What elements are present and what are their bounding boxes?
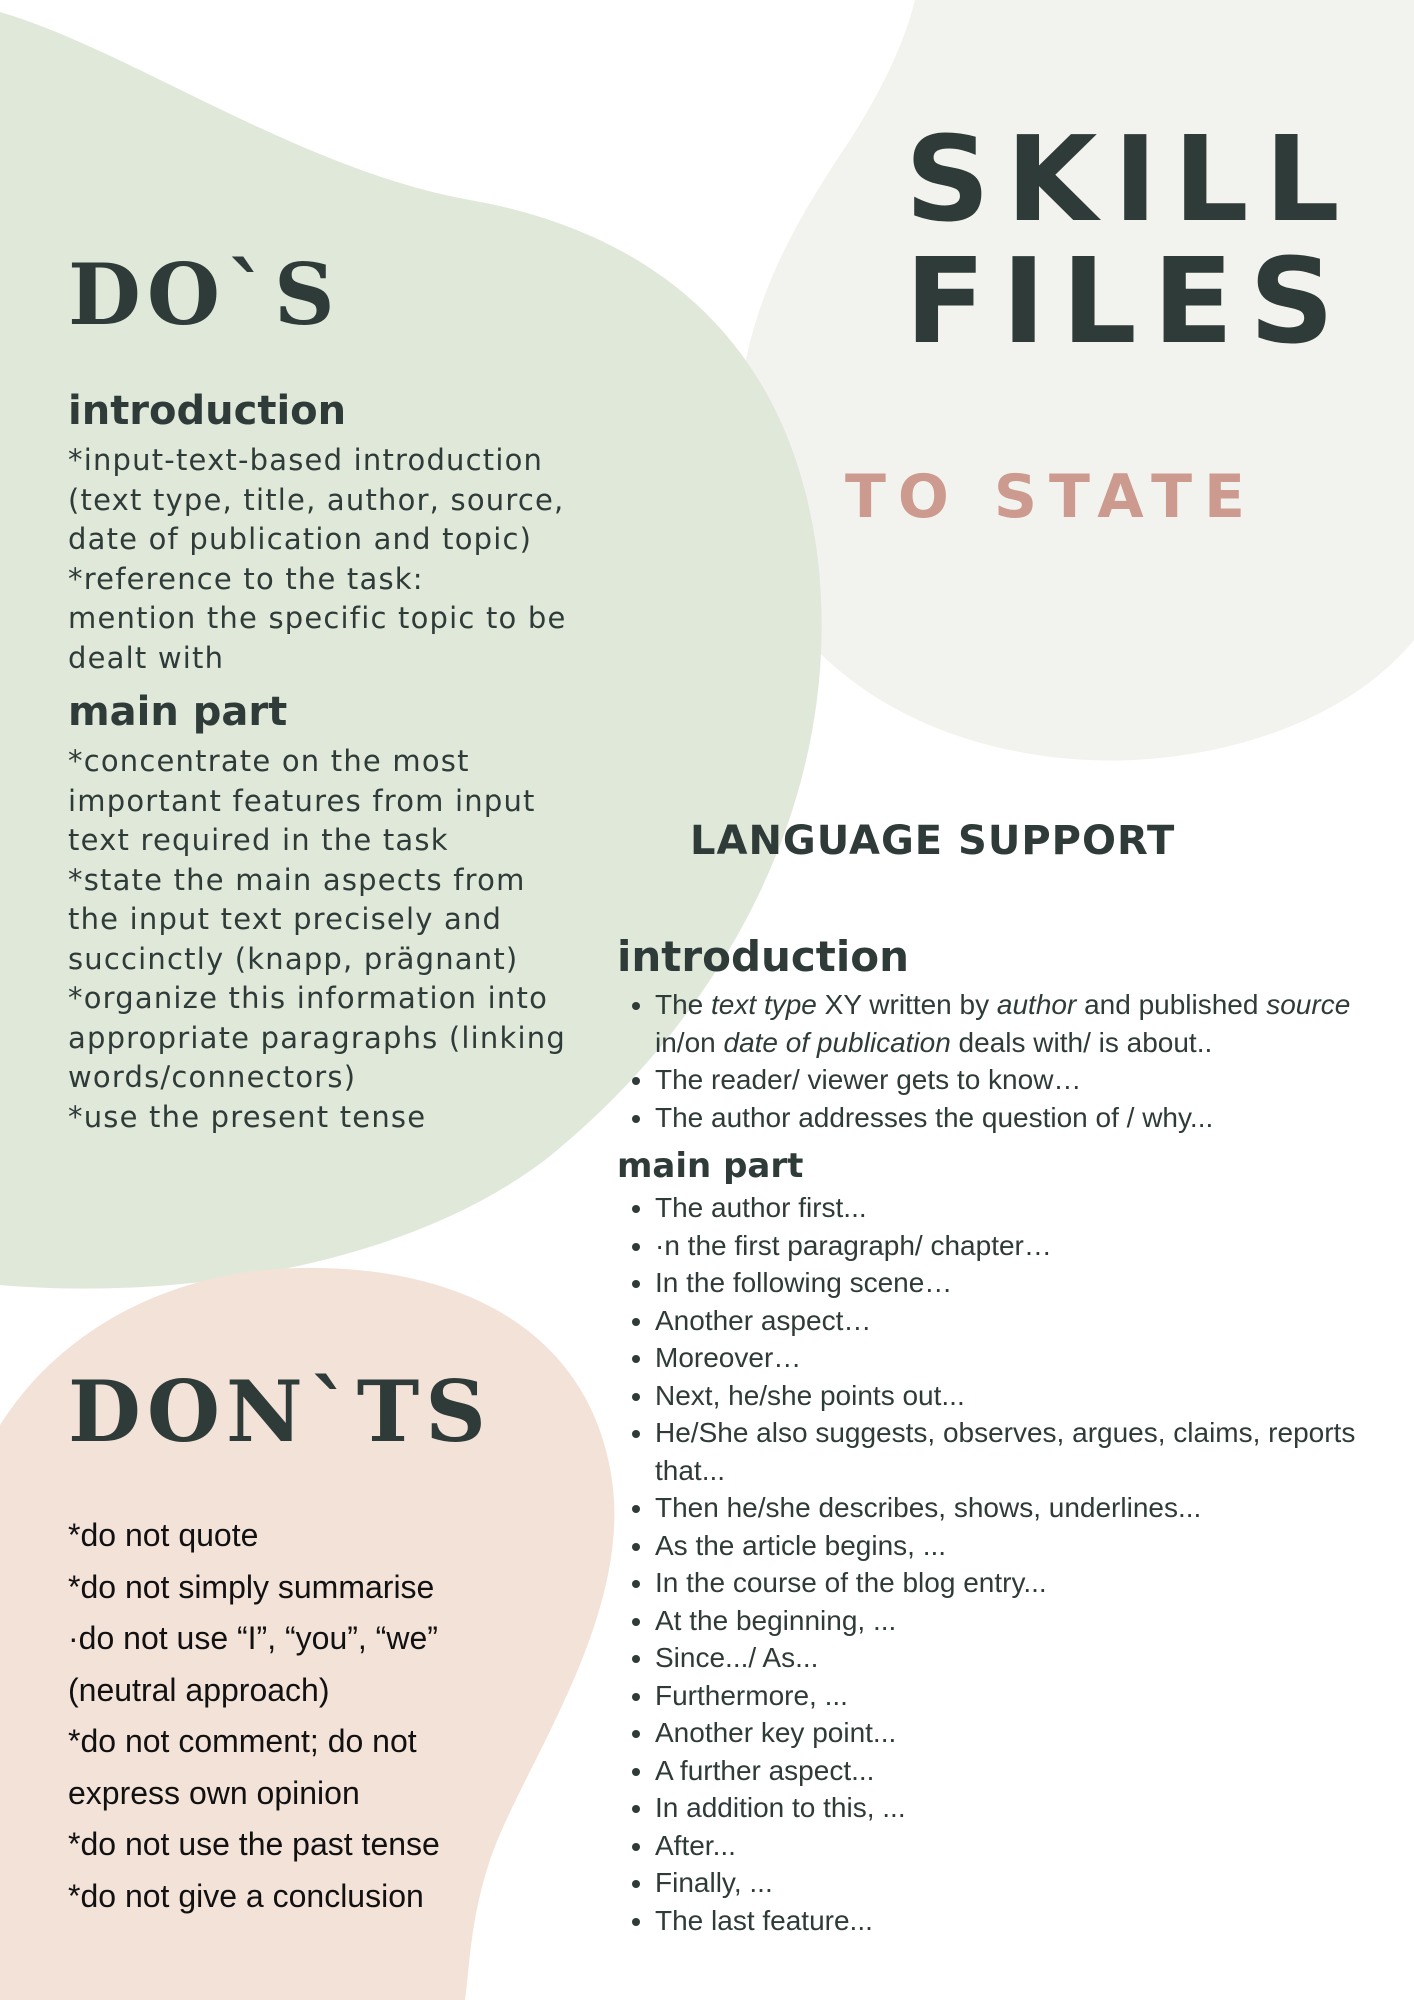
donts-item: *do not simply summarise (68, 1568, 435, 1605)
language-support-introduction-list (617, 986, 1414, 1136)
language-support-main-part-heading: main part (617, 1146, 804, 1186)
donts-heading: DON`TS (68, 1362, 492, 1461)
dos-introduction-text: *input-text-based introduction (text type, title, author, source, date of publication and topic) *reference to the task: mention the specific topic to be dealt with (68, 443, 567, 675)
italic-phrase: text type (711, 989, 817, 1020)
language-support-main-part-item: • He/She also suggests, observes, argues, claims, reports that... (655, 1414, 1414, 1489)
dos-heading: DO`S (68, 245, 341, 344)
text-segment: The author addresses the question of / why... (655, 1101, 1214, 1133)
donts-item: express own opinion (68, 1774, 360, 1811)
title-line-2: FILES (905, 232, 1351, 370)
text-segment: The (655, 989, 712, 1020)
language-support-main-part-item: • As the article begins, ... (655, 1527, 1414, 1565)
language-support-main-part-item: • Another aspect… (655, 1302, 1414, 1340)
language-support-introduction-item (655, 1061, 1414, 1099)
text-segment: in/on (655, 1026, 724, 1058)
language-support-main-part-item: • In the following scene… (655, 1264, 1414, 1302)
page-title (905, 110, 1375, 370)
dos-main-part-text: *concentrate on the most important features from input text required in the task *state the main aspects from the input text precisely and succinctly (knapp, prägnant) *organize this information into appropriate paragraphs (linking words/connectors) *use the present tense (68, 744, 566, 1134)
language-support-introduction-item (655, 986, 1414, 1061)
donts-item: ·do not use “I”, “you”, “we” (68, 1620, 438, 1656)
language-support-main-part-item: • A further aspect... (655, 1752, 1414, 1790)
language-support-main-part-item: • In addition to this, ... (655, 1789, 1414, 1827)
language-support-main-part-item: • Furthermore, ... (655, 1677, 1414, 1715)
donts-item: *do not comment; do not (68, 1723, 417, 1759)
donts-item: *do not use the past tense (68, 1826, 440, 1862)
language-support-main-part-item: • In the course of the blog entry... (655, 1564, 1414, 1602)
language-support-main-part-item: • Next, he/she points out... (655, 1377, 1414, 1415)
donts-item: *do not give a conclusion (68, 1877, 424, 1914)
language-support-main-part-item: • The last feature... (655, 1902, 1414, 1940)
dos-main-part-heading: main part (68, 689, 288, 735)
language-support-main-part-item: • At the beginning, ... (655, 1602, 1414, 1640)
page-subtitle: TO STATE (845, 462, 1257, 532)
title-line-1: SKILL (905, 110, 1356, 248)
language-support-main-part-item: • Moreover… (655, 1339, 1414, 1377)
donts-item: *do not quote (68, 1517, 259, 1553)
language-support-main-part-item: • After... (655, 1827, 1414, 1865)
language-support-main-part-item: • Finally, ... (655, 1864, 1414, 1902)
text-segment: and published (1076, 989, 1267, 1020)
language-support-heading: LANGUAGE SUPPORT (690, 818, 1176, 864)
language-support-introduction-item (655, 1099, 1414, 1137)
donts-list (68, 1510, 588, 1922)
language-support-main-part-item: • Since.../ As... (655, 1639, 1414, 1677)
dos-introduction-heading: introduction (68, 388, 347, 434)
text-segment: The reader/ viewer gets to know… (655, 1064, 1082, 1095)
donts-item: (neutral approach) (68, 1671, 330, 1708)
language-support-main-part-item: • Another key point... (655, 1714, 1414, 1752)
language-support-main-part-item: • ·n the first paragraph/ chapter… (655, 1227, 1414, 1265)
language-support-main-part-item: • Then he/she describes, shows, underlines... (655, 1489, 1414, 1527)
language-support-main-part-list (617, 1189, 1414, 1939)
italic-phrase: author (996, 989, 1077, 1020)
italic-phrase: date of publication (723, 1026, 951, 1058)
language-support-main-part-item: • The author first... (655, 1189, 1414, 1227)
text-segment: deals with/ is about.. (950, 1026, 1213, 1058)
language-support-introduction-heading: introduction (617, 932, 910, 981)
text-segment: XY written by (816, 989, 997, 1020)
italic-phrase: source (1266, 989, 1351, 1020)
